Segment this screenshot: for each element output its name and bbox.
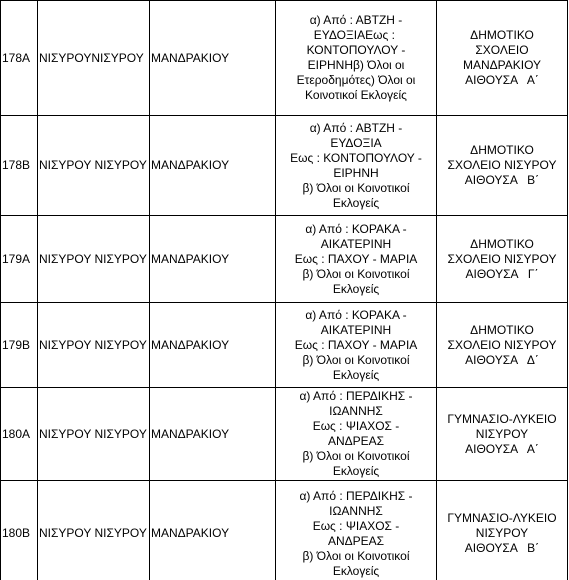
voter-range-cell	[276, 388, 437, 481]
voter-range-line: Εως : ΠΑΧΟΥ - ΜΑΡΙΑ	[294, 251, 418, 266]
voter-range-line: ΙΩΑΝΝΗΣ	[329, 503, 383, 518]
voter-range-line: β) Όλοι οι Κοινοτικοί	[302, 548, 410, 563]
area-cell: ΜΑΝΔΡΑΚΙΟΥ	[150, 481, 276, 580]
voter-range-cell	[276, 216, 437, 303]
voter-range-line: β) Όλοι οι Κοινοτικοί	[302, 266, 410, 281]
voter-range-line: ΙΩΑΝΝΗΣ	[329, 404, 383, 418]
voter-range-line: Εκλογείς	[332, 464, 380, 478]
polling-location-line: ΣΧΟΛΕΙΟ ΝΙΣΥΡΟΥ	[447, 251, 557, 266]
area-cell: ΜΑΝΔΡΑΚΙΟΥ	[150, 388, 276, 481]
polling-location-line: ΜΑΝΔΡΑΚΙΟΥ	[462, 58, 542, 72]
municipality-cell: ΝΙΣΥΡΟΥΝΙΣΥΡΟΥ	[38, 1, 150, 116]
municipality-cell: ΝΙΣΥΡΟΥ ΝΙΣΥΡΟΥ	[38, 116, 150, 216]
table-row	[1, 216, 568, 303]
voter-range-line: α) Από : ΚΟΡΑΚΑ -	[305, 307, 407, 322]
station-code-cell: 178Β	[1, 116, 38, 216]
polling-location-cell	[437, 216, 568, 303]
voter-range-line: α) Από : ΑΒΤΖΗ -	[309, 13, 403, 27]
voter-range-line: α) Από : ΑΒΤΖΗ -	[309, 120, 403, 135]
voter-range-line: ΕΥΔΟΞΙΑΕως :	[313, 28, 399, 42]
voter-range-cell	[276, 481, 437, 580]
voter-range-line: ΑΙΚΑΤΕΡΙΝΗ	[320, 236, 392, 251]
polling-location-line: ΑΙΘΟΥΣΑ Γ΄	[465, 266, 539, 281]
polling-location-line: ΔΗΜΟΤΙΚΟ	[470, 143, 534, 157]
polling-location-line: ΑΙΘΟΥΣΑ Α΄	[465, 441, 539, 456]
polling-location-cell	[437, 1, 568, 116]
polling-location-line: ΓΥΜΝΑΣΙΟ-ΛΥΚΕΙΟ	[447, 411, 557, 426]
voter-range-line: β) Όλοι οι Κοινοτικοί	[302, 449, 410, 463]
table-row	[1, 303, 568, 388]
polling-location-line: ΑΙΘΟΥΣΑ Α΄	[465, 73, 539, 87]
area-cell: ΜΑΝΔΡΑΚΙΟΥ	[150, 216, 276, 303]
voter-range-line: ΕΥΔΟΞΙΑ	[330, 135, 382, 150]
station-code-cell: 178Α	[1, 1, 38, 116]
voter-range-cell	[276, 1, 437, 116]
voter-range-line: ΑΝΔΡΕΑΣ	[327, 434, 385, 448]
polling-location-line: ΣΧΟΛΕΙΟ	[475, 43, 529, 57]
polling-location-line: ΔΗΜΟΤΙΚΟ	[470, 28, 534, 42]
polling-location-line: ΑΙΘΟΥΣΑ Δ΄	[465, 352, 539, 367]
voter-range-line: Εως : ΠΑΧΟΥ - ΜΑΡΙΑ	[294, 337, 418, 352]
polling-location-line: ΑΙΘΟΥΣΑ Β΄	[464, 173, 540, 187]
voter-range-line: Εως : ΨΙΑΧΟΣ -	[312, 419, 400, 433]
polling-location-line: ΑΙΘΟΥΣΑ Β΄	[464, 541, 540, 555]
station-code-cell: 180Β	[1, 481, 38, 580]
voter-range-line: ΕΙΡΗΝΗ	[333, 165, 379, 180]
voter-range-cell	[276, 116, 437, 216]
voter-range-line: Εκλογείς	[332, 367, 380, 382]
voter-range-cell	[276, 303, 437, 388]
table-row	[1, 1, 568, 116]
polling-location-line: ΝΙΣΥΡΟΥ	[475, 426, 529, 441]
table-row	[1, 481, 568, 580]
voter-range-line: β) Όλοι οι Κοινοτικοί	[302, 180, 410, 195]
voter-range-line: Κοινοτικοί Εκλογείς	[305, 88, 407, 102]
voter-range-line: α) Από : ΠΕΡΔΙΚΗΣ -	[299, 389, 413, 403]
polling-location-line: ΔΗΜΟΤΙΚΟ	[470, 322, 534, 337]
polling-location-line: ΔΗΜΟΤΙΚΟ	[470, 236, 534, 251]
voter-range-line: Εως : ΨΙΑΧΟΣ -	[312, 518, 400, 533]
voter-range-line: α) Από : ΚΟΡΑΚΑ -	[305, 221, 407, 236]
polling-location-line: ΓΥΜΝΑΣΙΟ-ΛΥΚΕΙΟ	[447, 511, 557, 525]
municipality-cell: ΝΙΣΥΡΟΥ ΝΙΣΥΡΟΥ	[38, 216, 150, 303]
voter-range-line: Ετεροδημότες) Όλοι οι	[296, 73, 416, 87]
voter-range-line: Εκλογείς	[332, 281, 380, 296]
area-cell: ΜΑΝΔΡΑΚΙΟΥ	[150, 116, 276, 216]
area-cell: ΜΑΝΔΡΑΚΙΟΥ	[150, 1, 276, 116]
polling-location-cell	[437, 303, 568, 388]
area-cell: ΜΑΝΔΡΑΚΙΟΥ	[150, 303, 276, 388]
polling-location-cell	[437, 481, 568, 580]
voter-range-line: ΑΝΔΡΕΑΣ	[327, 533, 385, 548]
polling-location-cell	[437, 116, 568, 216]
voter-range-line: ΑΙΚΑΤΕΡΙΝΗ	[320, 322, 392, 337]
municipality-cell: ΝΙΣΥΡΟΥ ΝΙΣΥΡΟΥ	[38, 388, 150, 481]
station-code-cell: 179Α	[1, 216, 38, 303]
voter-range-line: Εως : ΚΟΝΤΟΠΟΥΛΟΥ -	[290, 150, 422, 165]
voter-range-line: β) Όλοι οι Κοινοτικοί	[302, 352, 410, 367]
voter-range-line: Εκλογείς	[332, 195, 380, 210]
polling-location-cell	[437, 388, 568, 481]
voter-range-line: ΕΙΡΗΝΗβ) Όλοι οι	[307, 58, 405, 72]
station-code-cell: 180Α	[1, 388, 38, 481]
municipality-cell: ΝΙΣΥΡΟΥ ΝΙΣΥΡΟΥ	[38, 481, 150, 580]
table-body	[1, 1, 568, 580]
voter-range-line: ΚΟΝΤΟΠΟΥΛΟΥ -	[306, 43, 406, 57]
polling-location-line: ΣΧΟΛΕΙΟ ΝΙΣΥΡΟΥ	[447, 158, 557, 172]
municipality-cell: ΝΙΣΥΡΟΥ ΝΙΣΥΡΟΥ	[38, 303, 150, 388]
table-row	[1, 116, 568, 216]
voter-range-line: α) Από : ΠΕΡΔΙΚΗΣ -	[299, 488, 413, 503]
polling-location-line: ΣΧΟΛΕΙΟ ΝΙΣΥΡΟΥ	[447, 337, 557, 352]
table-row	[1, 388, 568, 481]
station-code-cell: 179Β	[1, 303, 38, 388]
voter-range-line: Εκλογείς	[332, 563, 380, 578]
polling-location-line: ΝΙΣΥΡΟΥ	[475, 526, 529, 540]
